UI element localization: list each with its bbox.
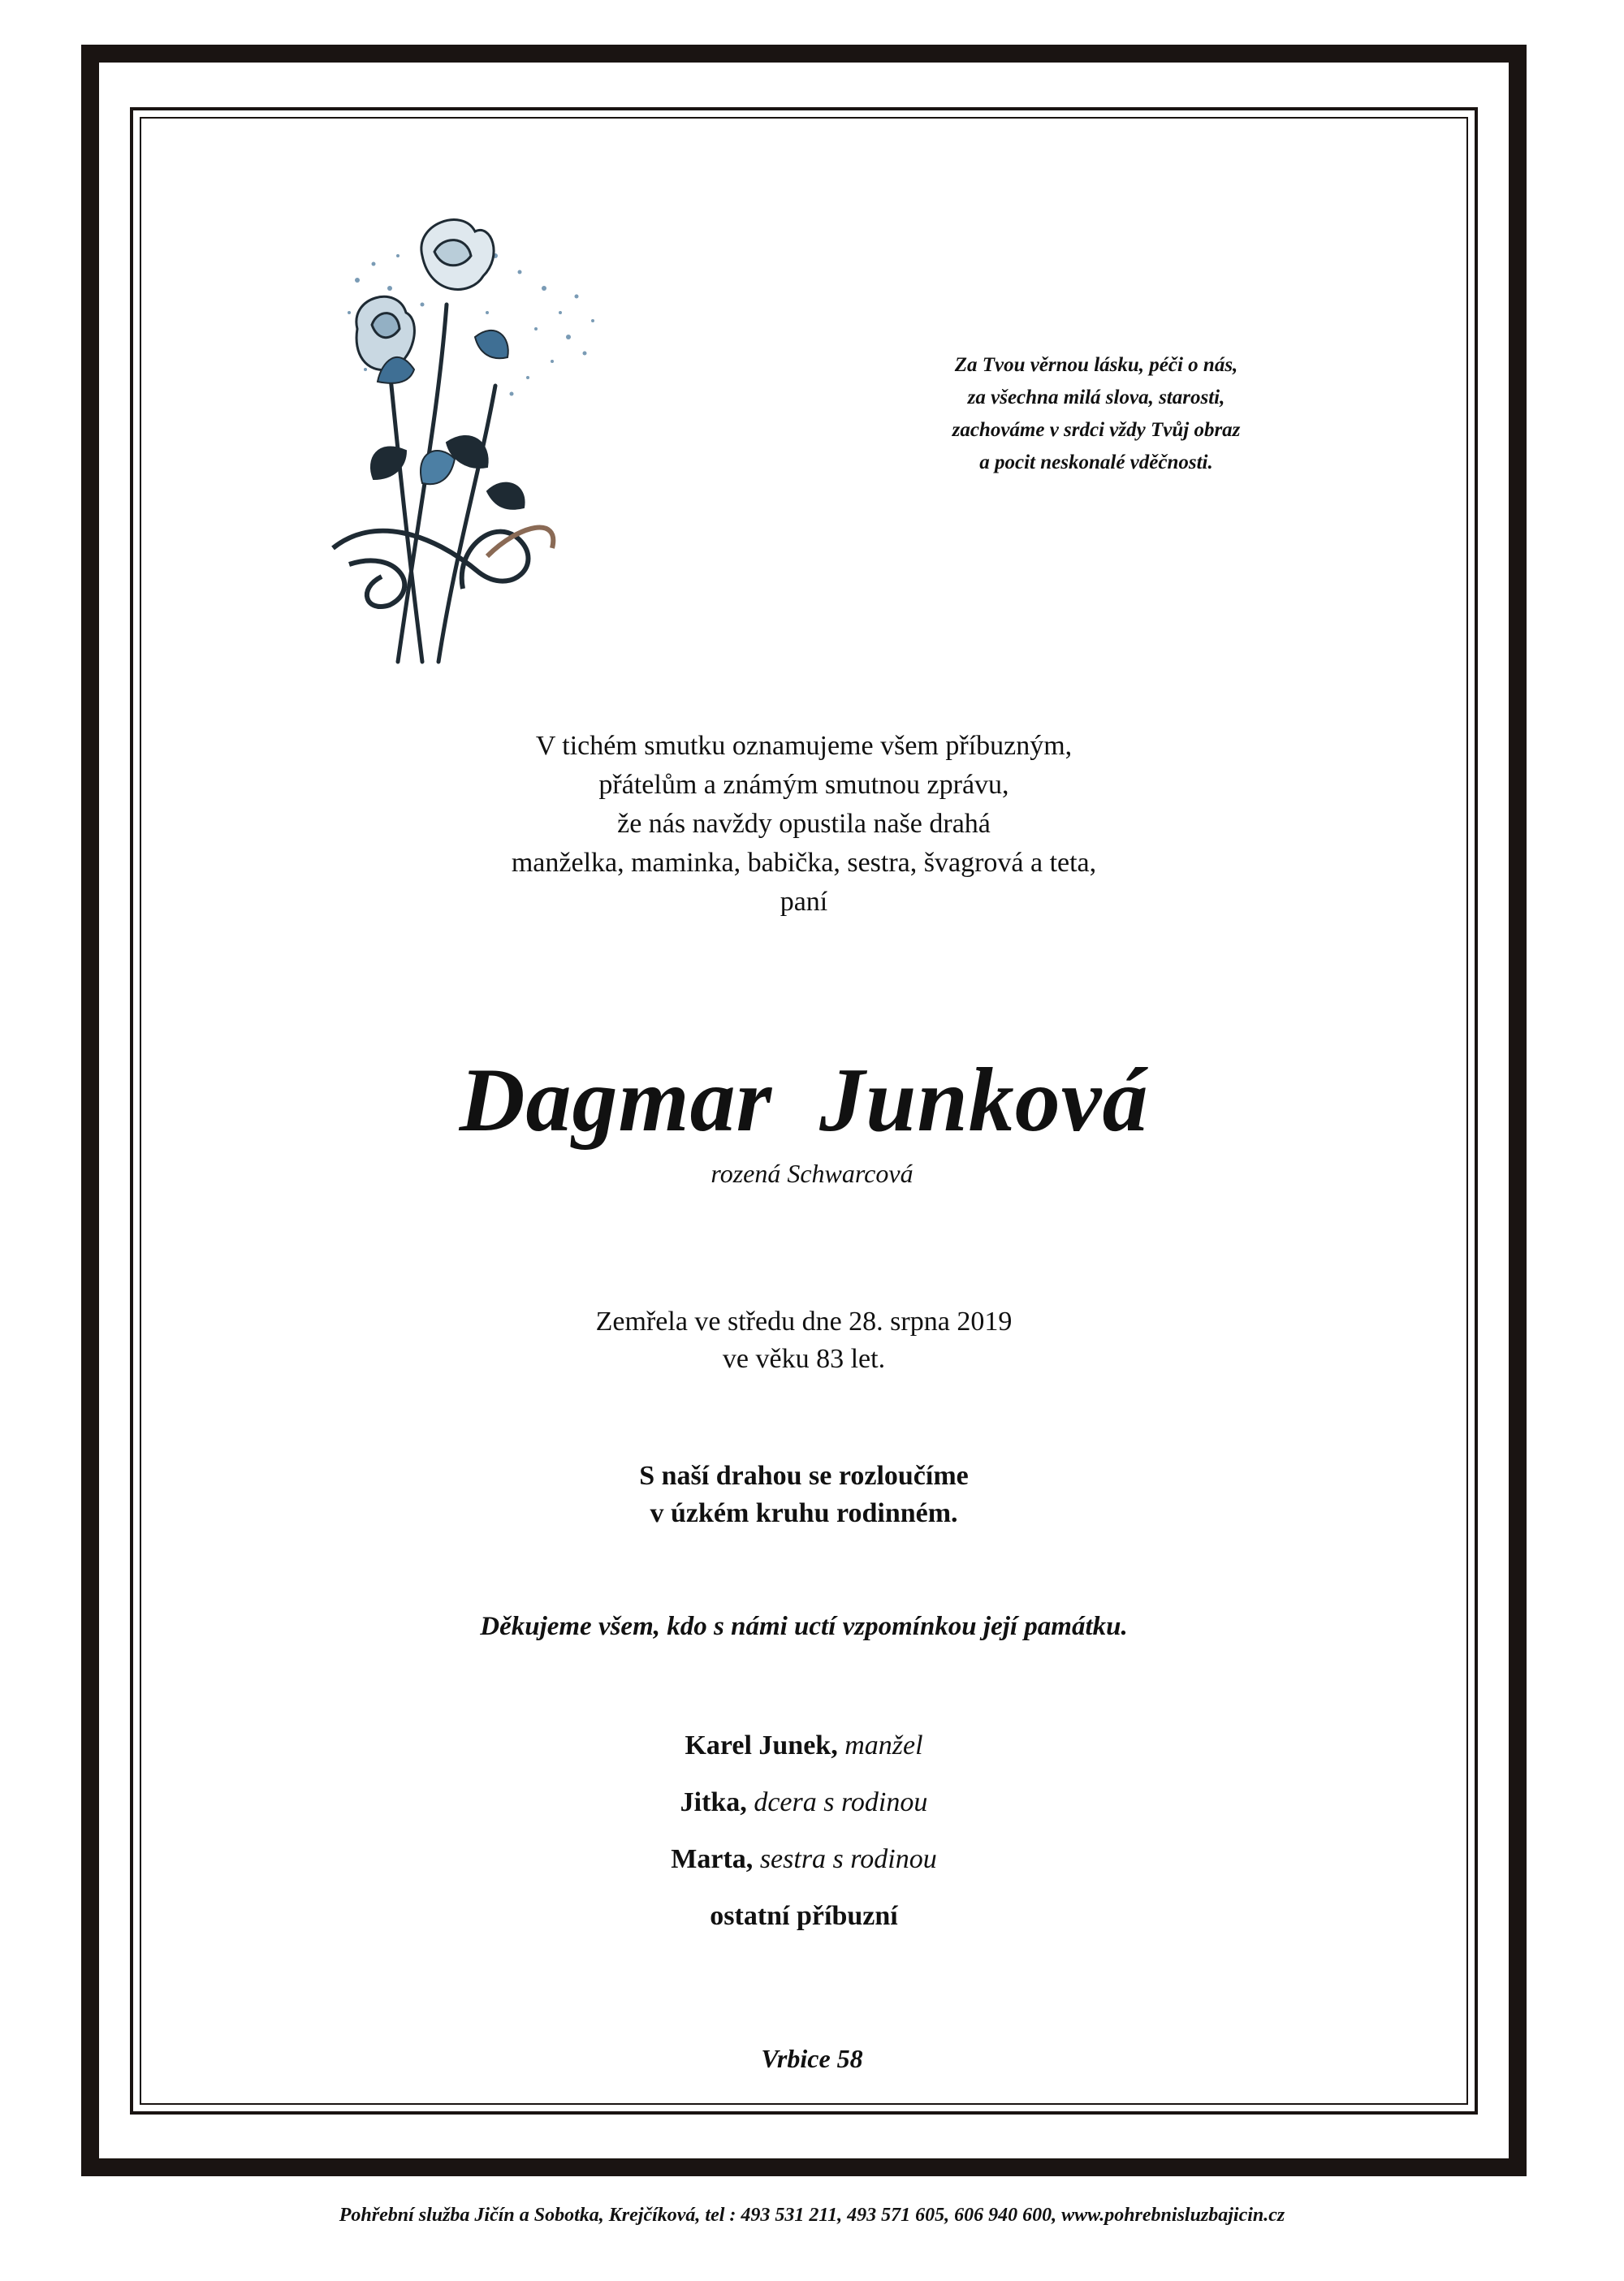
death-age: ve věku 83 let. <box>722 1344 886 1374</box>
mourner-item <box>406 1717 1202 1774</box>
mourner-name: Marta, <box>671 1844 754 1874</box>
farewell-line: S naší drahou se rozloučíme <box>639 1461 969 1491</box>
rose-bouquet-icon <box>300 207 658 670</box>
mourner-item <box>406 1774 1202 1831</box>
death-date: Zemřela ve středu dne 28. srpna 2019 <box>595 1307 1013 1337</box>
mourner-relation: manžel <box>837 1730 923 1760</box>
announcement-line: paní <box>780 887 828 917</box>
thanks-text: Děkujeme všem, kdo s námi uctí vzpomínkou její památku. <box>480 1612 1128 1641</box>
maiden-name: rozená Schwarcová <box>710 1159 914 1188</box>
mourner-item <box>406 1888 1202 1945</box>
announcement-line: že nás navždy opustila naše drahá <box>617 809 991 839</box>
farewell-line: v úzkém kruhu rodinném. <box>650 1498 958 1528</box>
announcement-text <box>325 727 1283 922</box>
mourners-list <box>406 1717 1202 1945</box>
mourner-name: Jitka, <box>680 1787 747 1817</box>
deceased-name: Dagmar Junková <box>459 1050 1149 1151</box>
mourner-name: Karel Junek, <box>685 1730 838 1760</box>
mourner-item <box>406 1831 1202 1888</box>
death-info <box>406 1303 1202 1378</box>
announcement-line: V tichém smutku oznamujeme všem příbuzným, <box>535 731 1073 761</box>
funeral-service-footer: Pohřební služba Jičín a Sobotka, Krejčíková, tel : 493 531 211, 493 571 605, 606 940 600, www.pohrebnisluzbajicin.cz <box>339 2205 1285 2226</box>
memorial-quote <box>844 349 1348 479</box>
mourner-relation: sestra s rodinou <box>753 1844 937 1874</box>
quote-line: za všechna milá slova, starosti, <box>967 387 1225 408</box>
announcement-line: přátelům a známým smutnou zprávu, <box>598 770 1009 800</box>
quote-line: a pocit neskonalé vděčnosti. <box>979 451 1213 473</box>
address: Vrbice 58 <box>761 2044 863 2073</box>
announcement-line: manželka, maminka, babička, sestra, švagrová a teta, <box>511 848 1097 878</box>
farewell-note <box>406 1458 1202 1532</box>
mourner-name: ostatní příbuzní <box>710 1901 898 1931</box>
quote-line: Za Tvou věrnou lásku, péči o nás, <box>954 354 1238 376</box>
mourner-relation: dcera s rodinou <box>746 1787 928 1817</box>
quote-line: zachováme v srdci vždy Tvůj obraz <box>952 419 1241 441</box>
